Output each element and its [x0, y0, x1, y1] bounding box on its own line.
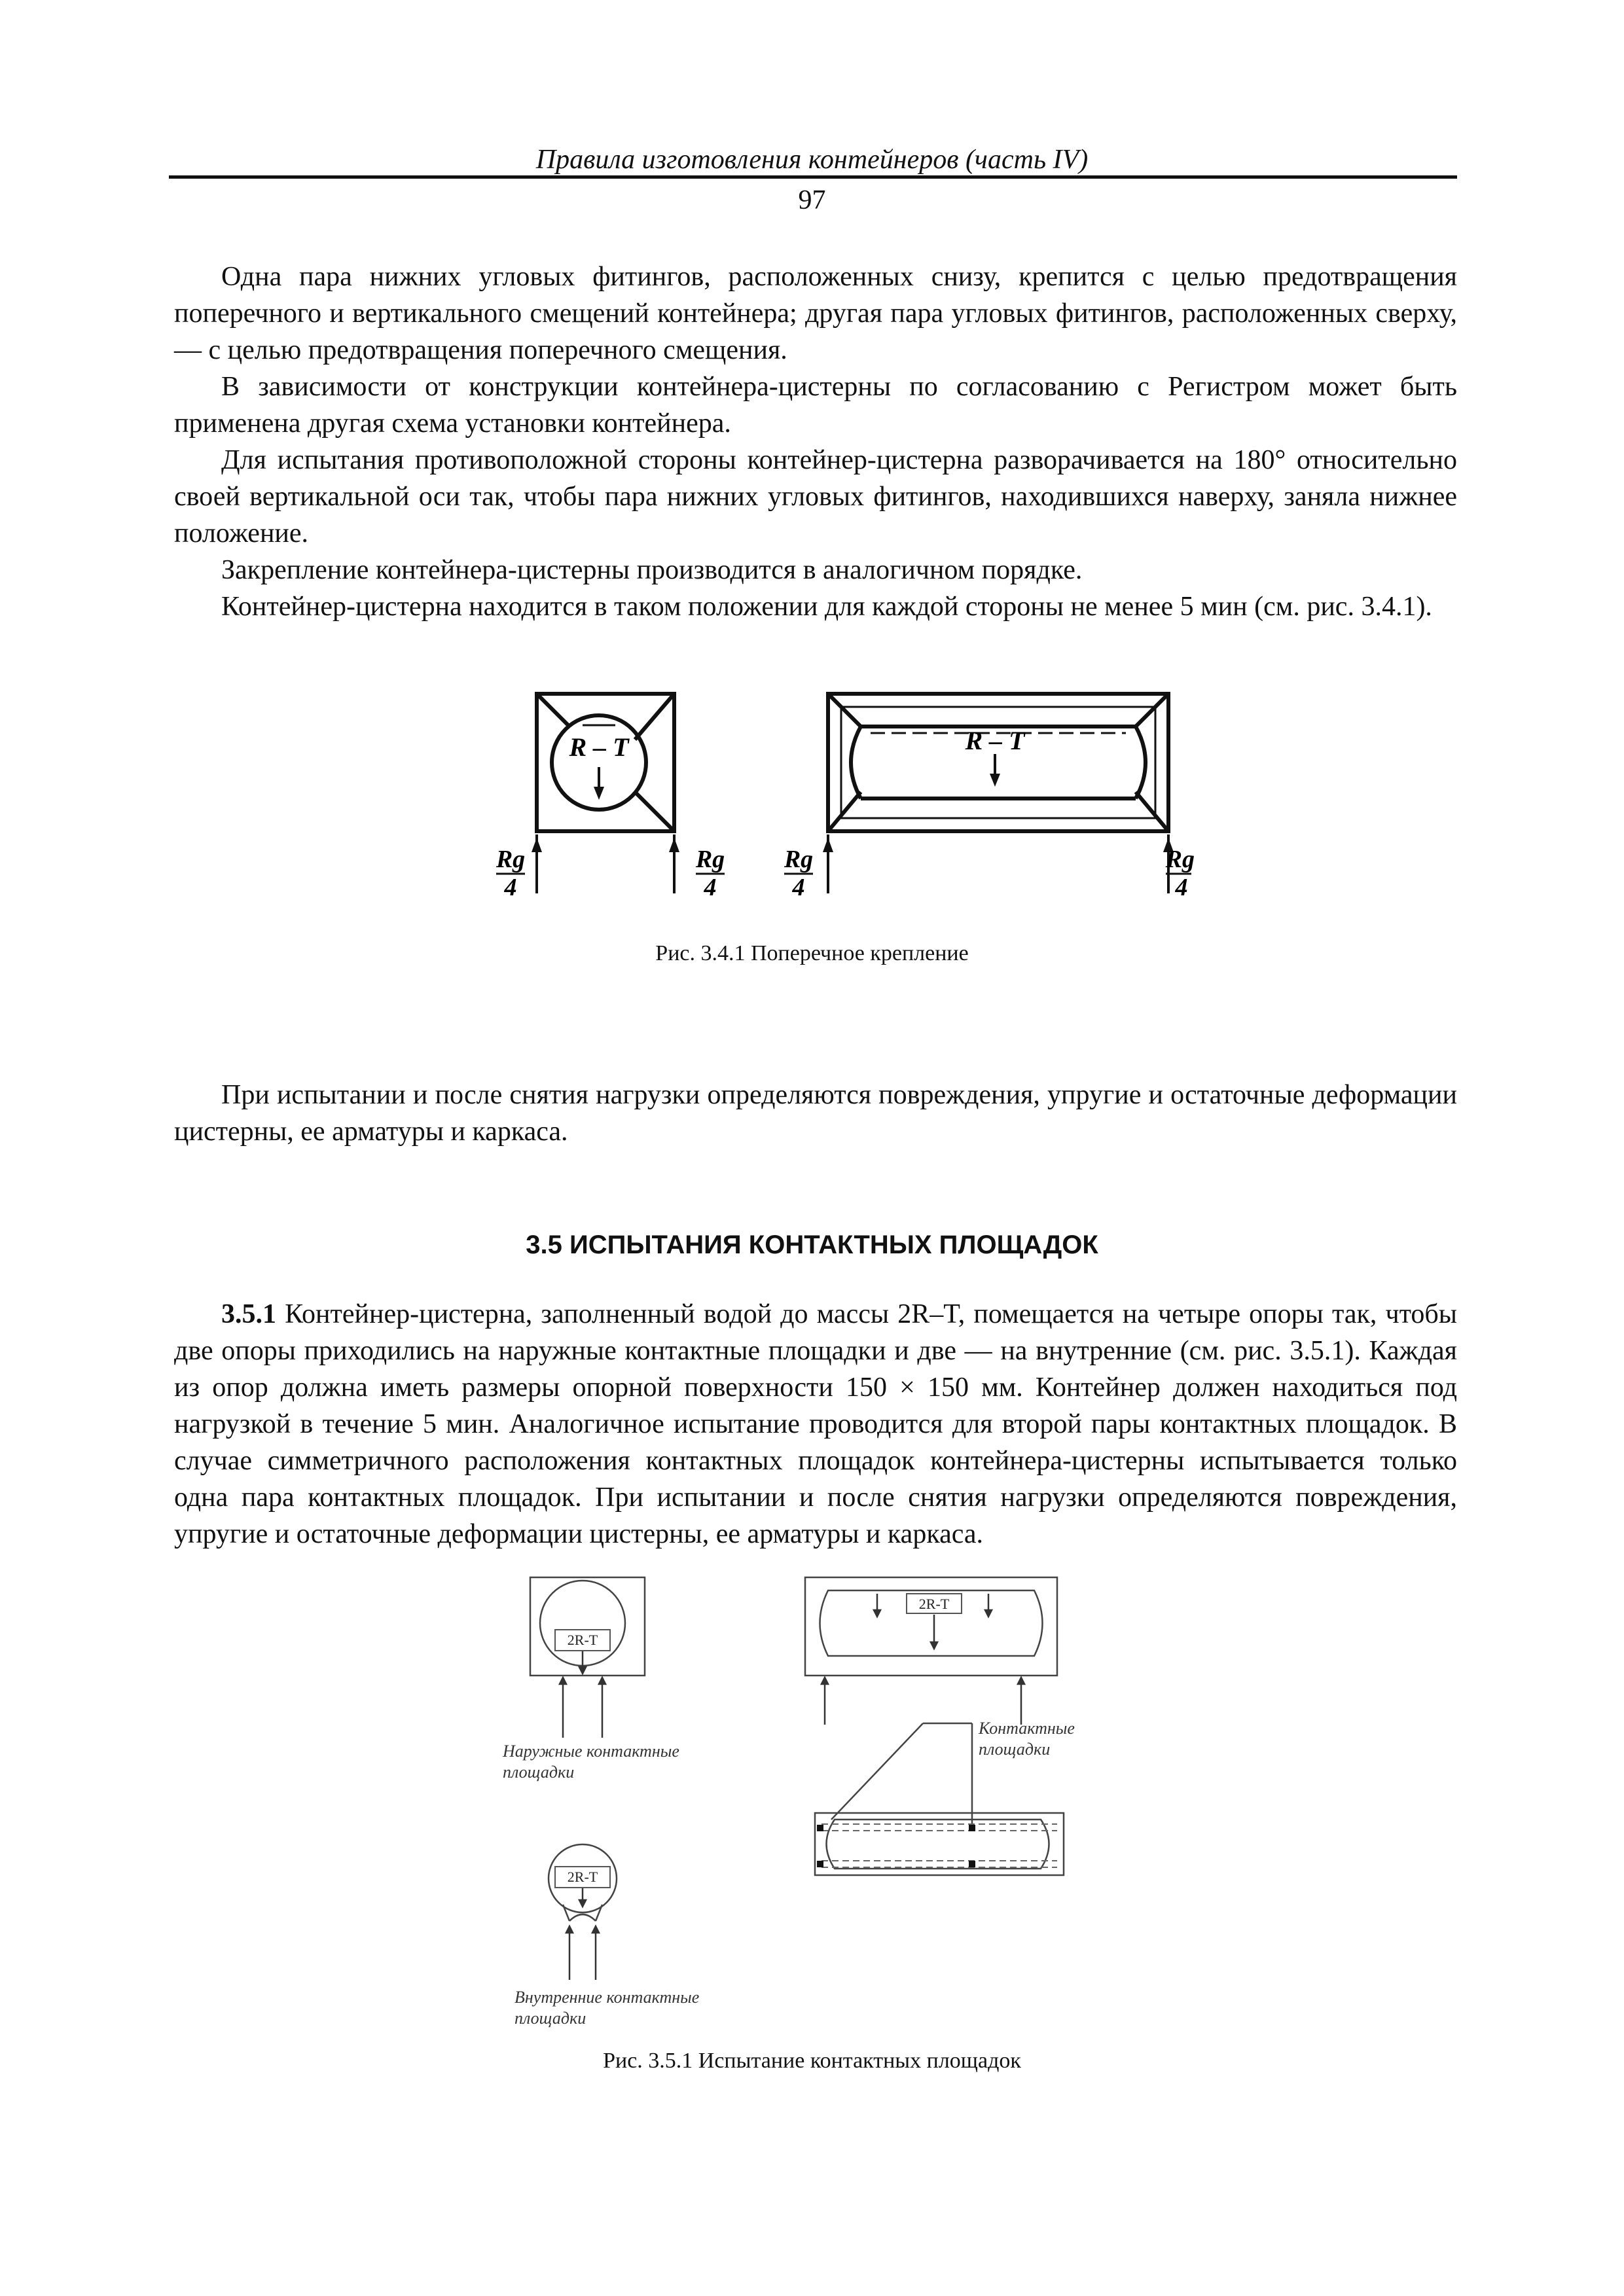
- paragraph-fixing: Закрепление контейнера-цистерны производится в аналогичном порядке.: [221, 555, 1083, 585]
- clause-text: Контейнер-цистерна, заполненный водой до массы 2R–T, помещается на четыре опоры так, чтобы две опоры приходились на наружные контактные площадки и две — на внутренние (см. рис. 3.5.1). Каждая из опор должна иметь размеры опорной поверхности 150 × 150 мм. Контейнер должен находиться под нагрузкой в течение 5 мин. Аналогичное испытание проводится для второй пары контактных площадок. В случае симметричного расположения контактных площадок контейнера-цистерны испытывается только одна пара контактных площадок. При испытании и после снятия нагрузки определяются повреждения, упругие и остаточные деформации цистерны, ее арматуры и каркаса.: [174, 1299, 1457, 1549]
- tank-end-right: [1136, 726, 1146, 798]
- running-header-title: Правила изготовления контейнеров (часть IV): [535, 145, 1089, 175]
- label-rg: Rg: [695, 846, 725, 873]
- figure-caption-341: Рис. 3.4.1 Поперечное крепление: [655, 941, 969, 965]
- label-rg: Rg: [496, 846, 526, 873]
- figure-transverse-fixing: [458, 681, 1195, 901]
- outer-pads-label: Наружные контактные площадки: [503, 1742, 679, 1782]
- label-rg-denominator: 4: [1175, 874, 1188, 901]
- label-rg: Rg: [784, 846, 814, 873]
- brace-line: [635, 792, 674, 831]
- header-rule: [169, 175, 1457, 179]
- load-arrow: [990, 774, 1000, 787]
- page-number: 97: [798, 185, 826, 215]
- figure-caption-351: Рис. 3.5.1 Испытание контактных площадок: [603, 2049, 1021, 2073]
- label-2r-t: 2R-T: [567, 1632, 598, 1648]
- label-r-minus-t: R – T: [965, 726, 1025, 755]
- brace-line: [635, 694, 674, 740]
- label-r-minus-t: R – T: [569, 732, 629, 762]
- reaction-arrow: [532, 838, 542, 852]
- label-rg-denominator: 4: [792, 874, 805, 901]
- paragraph-deformations: При испытании и после снятия нагрузки определяются повреждения, упругие и остаточные деформации цистерны, ее арматуры и каркаса.: [174, 1080, 1457, 1147]
- label-rg-denominator: 4: [704, 874, 717, 901]
- tank-end-left: [851, 726, 861, 798]
- paragraph-fittings: Одна пара нижних угловых фитингов, расположенных снизу, крепится с целью предотвращения поперечного и вертикального смещений контейнера; другая пара угловых фитингов, расположенных сверху, — с целью предотвращения поперечного смещения.: [174, 262, 1457, 365]
- paragraph-rotation: Для испытания противоположной стороны контейнер-цистерна разворачивается на 180° относительно своей вертикальной оси так, чтобы пара нижних угловых фитингов, находившихся наверху, заняла нижнее положение.: [174, 445, 1457, 548]
- section-heading: 3.5 ИСПЫТАНИЯ КОНТАКТНЫХ ПЛОЩАДОК: [526, 1230, 1098, 1259]
- label-2r-t: 2R-T: [918, 1596, 950, 1612]
- label-rg-denominator: 4: [504, 874, 517, 901]
- paragraph-duration: Контейнер-цистерна находится в таком положении для каждой стороны не менее 5 мин (см. рис. 3.4.1).: [221, 592, 1432, 622]
- brace-line: [537, 694, 569, 726]
- clause-number: 3.5.1: [221, 1299, 276, 1329]
- contact-pads-label: Контактные площадки: [979, 1719, 1075, 1759]
- inner-pads-label: Внутренние контактные площадки: [514, 1988, 700, 2028]
- reaction-arrow: [669, 838, 679, 852]
- reaction-arrow: [823, 838, 833, 852]
- paragraph-register-scheme: В зависимости от конструкции контейнера-цистерны по согласованию с Регистром может быть применена другая схема установки контейнера.: [174, 372, 1457, 439]
- figure-contact-pads: [471, 1574, 1126, 2039]
- label-rg: Rg: [1165, 846, 1195, 873]
- clause-3-5-1: [174, 1296, 1457, 1552]
- load-arrow: [594, 787, 604, 800]
- side-frame-right: [828, 694, 1168, 831]
- label-2r-t: 2R-T: [567, 1869, 598, 1885]
